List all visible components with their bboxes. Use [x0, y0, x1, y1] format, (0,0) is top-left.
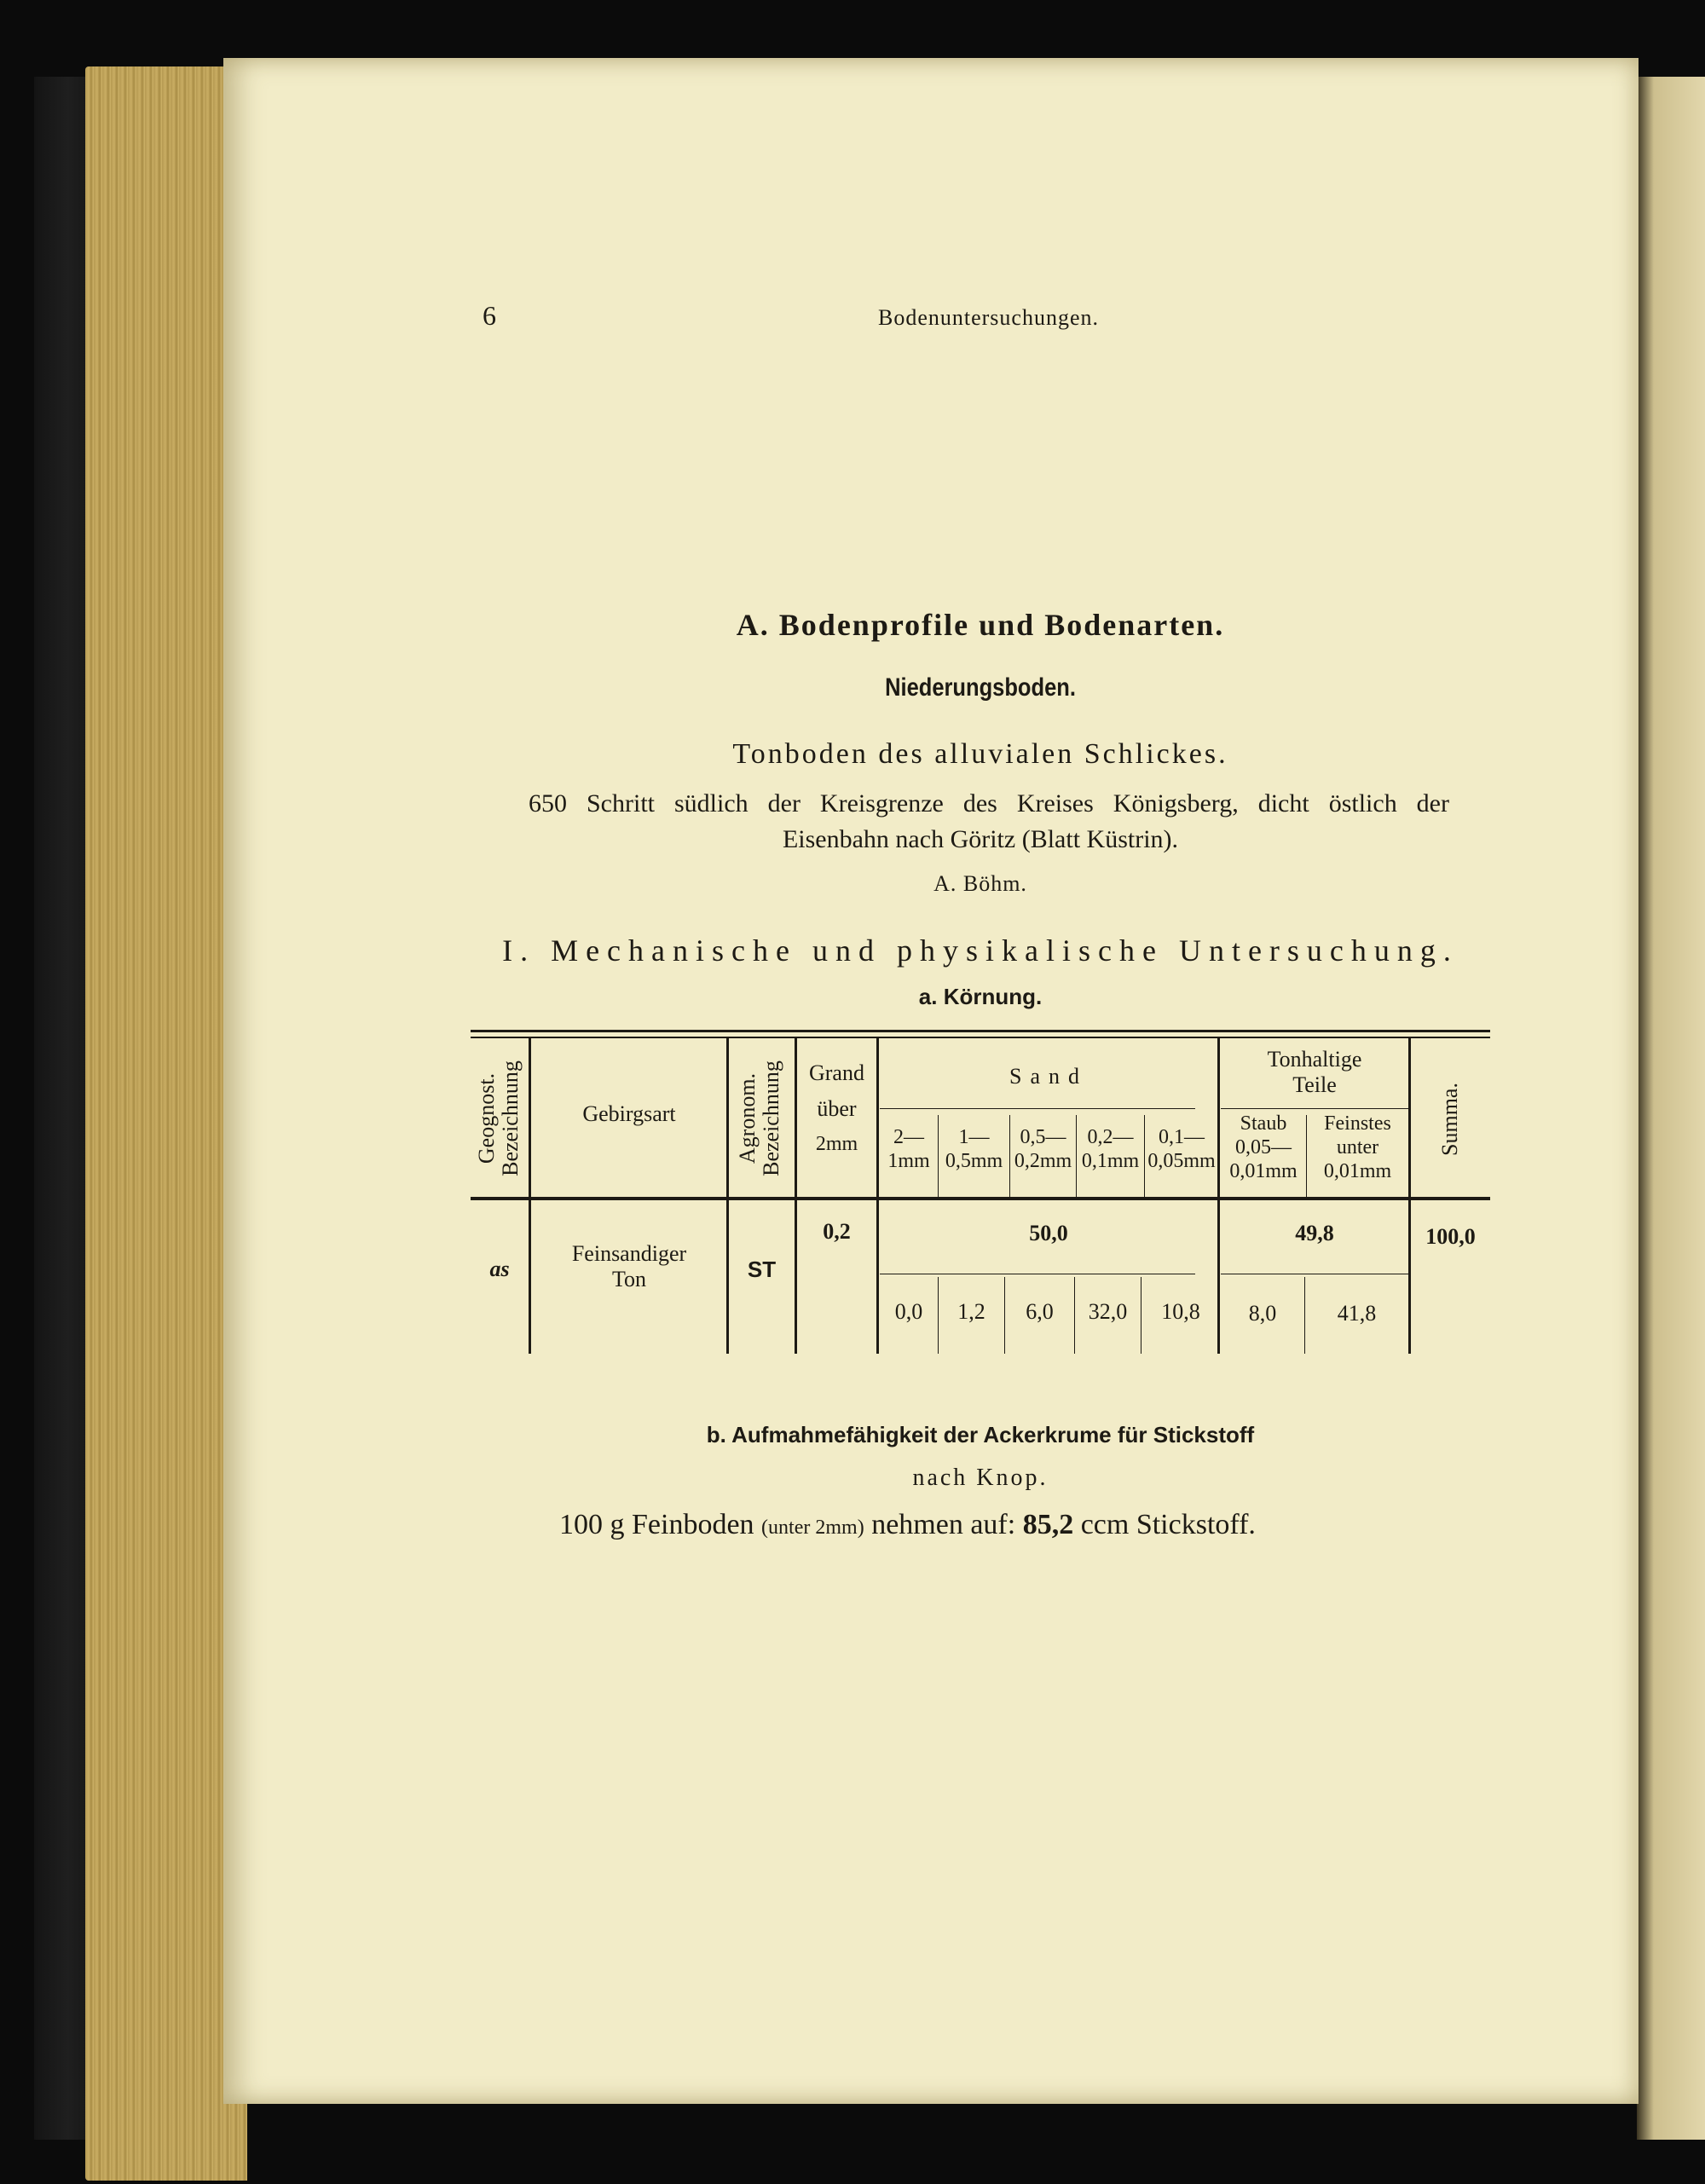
staub-header	[1221, 1112, 1306, 1183]
row-agronom: ST	[747, 1257, 777, 1282]
header-grand-line1: Grand	[809, 1060, 864, 1085]
row-summa: 100,0	[1425, 1224, 1476, 1249]
sand-col-3-bottom: 0,2mm	[1014, 1150, 1072, 1172]
grain-size-table	[471, 1030, 1490, 1354]
result-paren: (unter 2mm)	[761, 1517, 864, 1539]
sand-col-2-header	[939, 1125, 1009, 1173]
result-post: ccm Stickstoff.	[1080, 1509, 1256, 1540]
header-tonhaltige-line2: Teile	[1292, 1072, 1337, 1097]
header-grand-line3: 2mm	[815, 1133, 858, 1155]
staub-header-line2: 0,05—	[1235, 1136, 1292, 1158]
header-geognost-line1: Geognost.	[474, 1072, 499, 1164]
row-feinstes: 41,8	[1337, 1301, 1377, 1326]
header-summa: Summa.	[1437, 1083, 1462, 1156]
result-mid: nehmen auf:	[871, 1509, 1016, 1540]
header-grand	[797, 1060, 876, 1156]
sand-col-5-top: 0,1—	[1159, 1126, 1205, 1148]
table-header-rule	[471, 1197, 1490, 1200]
table-a-title: a. Körnung.	[918, 984, 1043, 1009]
row-sand-value-2: 1,2	[957, 1299, 985, 1324]
feinstes-header	[1307, 1112, 1408, 1183]
header-geognost-line2: Bezeichnung	[498, 1060, 523, 1176]
header-geognost	[475, 1042, 526, 1195]
row-ton-total: 49,8	[1295, 1221, 1334, 1245]
running-head: Bodenuntersuchungen.	[878, 305, 1100, 330]
header-agronom-line2: Bezeichnung	[759, 1060, 783, 1176]
section-b-method: nach Knop.	[912, 1465, 1049, 1491]
row-sand-value-5: 10,8	[1161, 1299, 1200, 1324]
feinstes-header-line1: Feinstes	[1324, 1112, 1391, 1135]
sand-col-1-bottom: 1mm	[887, 1150, 930, 1172]
page-number: 6	[483, 300, 496, 331]
ton-sub-rule	[1221, 1108, 1408, 1109]
row-sand-value-1: 0,0	[894, 1299, 923, 1324]
sand-col-5-header	[1145, 1125, 1218, 1173]
row-gebirgsart-line2: Ton	[611, 1267, 647, 1291]
header-gebirgsart: Gebirgsart	[582, 1101, 676, 1126]
col-rule	[726, 1038, 729, 1354]
section-subheading: Niederungsboden.	[885, 673, 1076, 702]
part-heading: I. Mechanische und physikalische Untersuchung.	[502, 933, 1459, 968]
facing-page-edge	[1637, 77, 1705, 2140]
col-rule	[529, 1038, 531, 1354]
sand-col-4-top: 0,2—	[1087, 1126, 1134, 1148]
sand-col-1-header	[880, 1125, 938, 1173]
staub-header-line1: Staub	[1240, 1112, 1287, 1135]
sand-col-4-bottom: 0,1mm	[1081, 1150, 1140, 1172]
header-tonhaltige-line1: Tonhaltige	[1267, 1047, 1362, 1072]
sand-col-4-header	[1077, 1125, 1144, 1173]
header-agronom-line1: Agronom.	[735, 1072, 760, 1164]
sand-sub-rule	[880, 1108, 1195, 1109]
header-agronom	[736, 1042, 787, 1195]
table-top-rule	[471, 1030, 1490, 1032]
section-b-title: b. Aufmahmefähigkeit der Ackerkrume für Stickstoff	[706, 1422, 1255, 1447]
location-line-2: Eisenbahn nach Göritz (Blatt Küstrin).	[782, 825, 1179, 853]
staub-header-line3: 0,01mm	[1229, 1160, 1298, 1182]
sand-col-2-bottom: 0,5mm	[945, 1150, 1003, 1172]
sand-col-3-header	[1010, 1125, 1076, 1173]
col-rule	[1408, 1038, 1411, 1354]
header-sand: Sand	[1009, 1064, 1088, 1089]
header-grand-line2: über	[817, 1096, 857, 1121]
col-rule	[876, 1038, 879, 1354]
row-sand-value-3: 6,0	[1026, 1299, 1054, 1324]
result-value: 85,2	[1022, 1509, 1074, 1540]
header-tonhaltige	[1221, 1047, 1408, 1098]
table-top-rule-thin	[471, 1037, 1490, 1038]
author: A. Böhm.	[933, 871, 1027, 896]
sand-col-5-bottom: 0,05mm	[1147, 1150, 1216, 1172]
sand-col-1-top: 2—	[893, 1126, 924, 1148]
row-staub: 8,0	[1248, 1301, 1277, 1326]
row-sand-total: 50,0	[1029, 1221, 1068, 1245]
location-line-1: 650 Schritt südlich der Kreisgrenze des Kreises Königsberg, dicht östlich der	[529, 789, 1449, 818]
sand-col-2-top: 1—	[958, 1126, 990, 1148]
feinstes-header-line2: unter	[1336, 1136, 1379, 1158]
result-pre: 100 g Feinboden	[559, 1509, 754, 1540]
row-gebirgsart	[532, 1241, 726, 1292]
row-gebirgsart-line1: Feinsandiger	[571, 1241, 687, 1266]
nitrogen-result	[559, 1509, 1497, 1541]
row-geognost: as	[489, 1257, 510, 1281]
soil-title: Tonboden des alluvialen Schlickes.	[732, 738, 1228, 770]
feinstes-header-line3: 0,01mm	[1323, 1160, 1392, 1182]
section-heading: A. Bodenprofile und Bodenarten.	[736, 608, 1225, 642]
sand-col-3-top: 0,5—	[1020, 1126, 1066, 1148]
row-grand: 0,2	[823, 1219, 851, 1244]
row-sand-value-4: 32,0	[1088, 1299, 1128, 1324]
